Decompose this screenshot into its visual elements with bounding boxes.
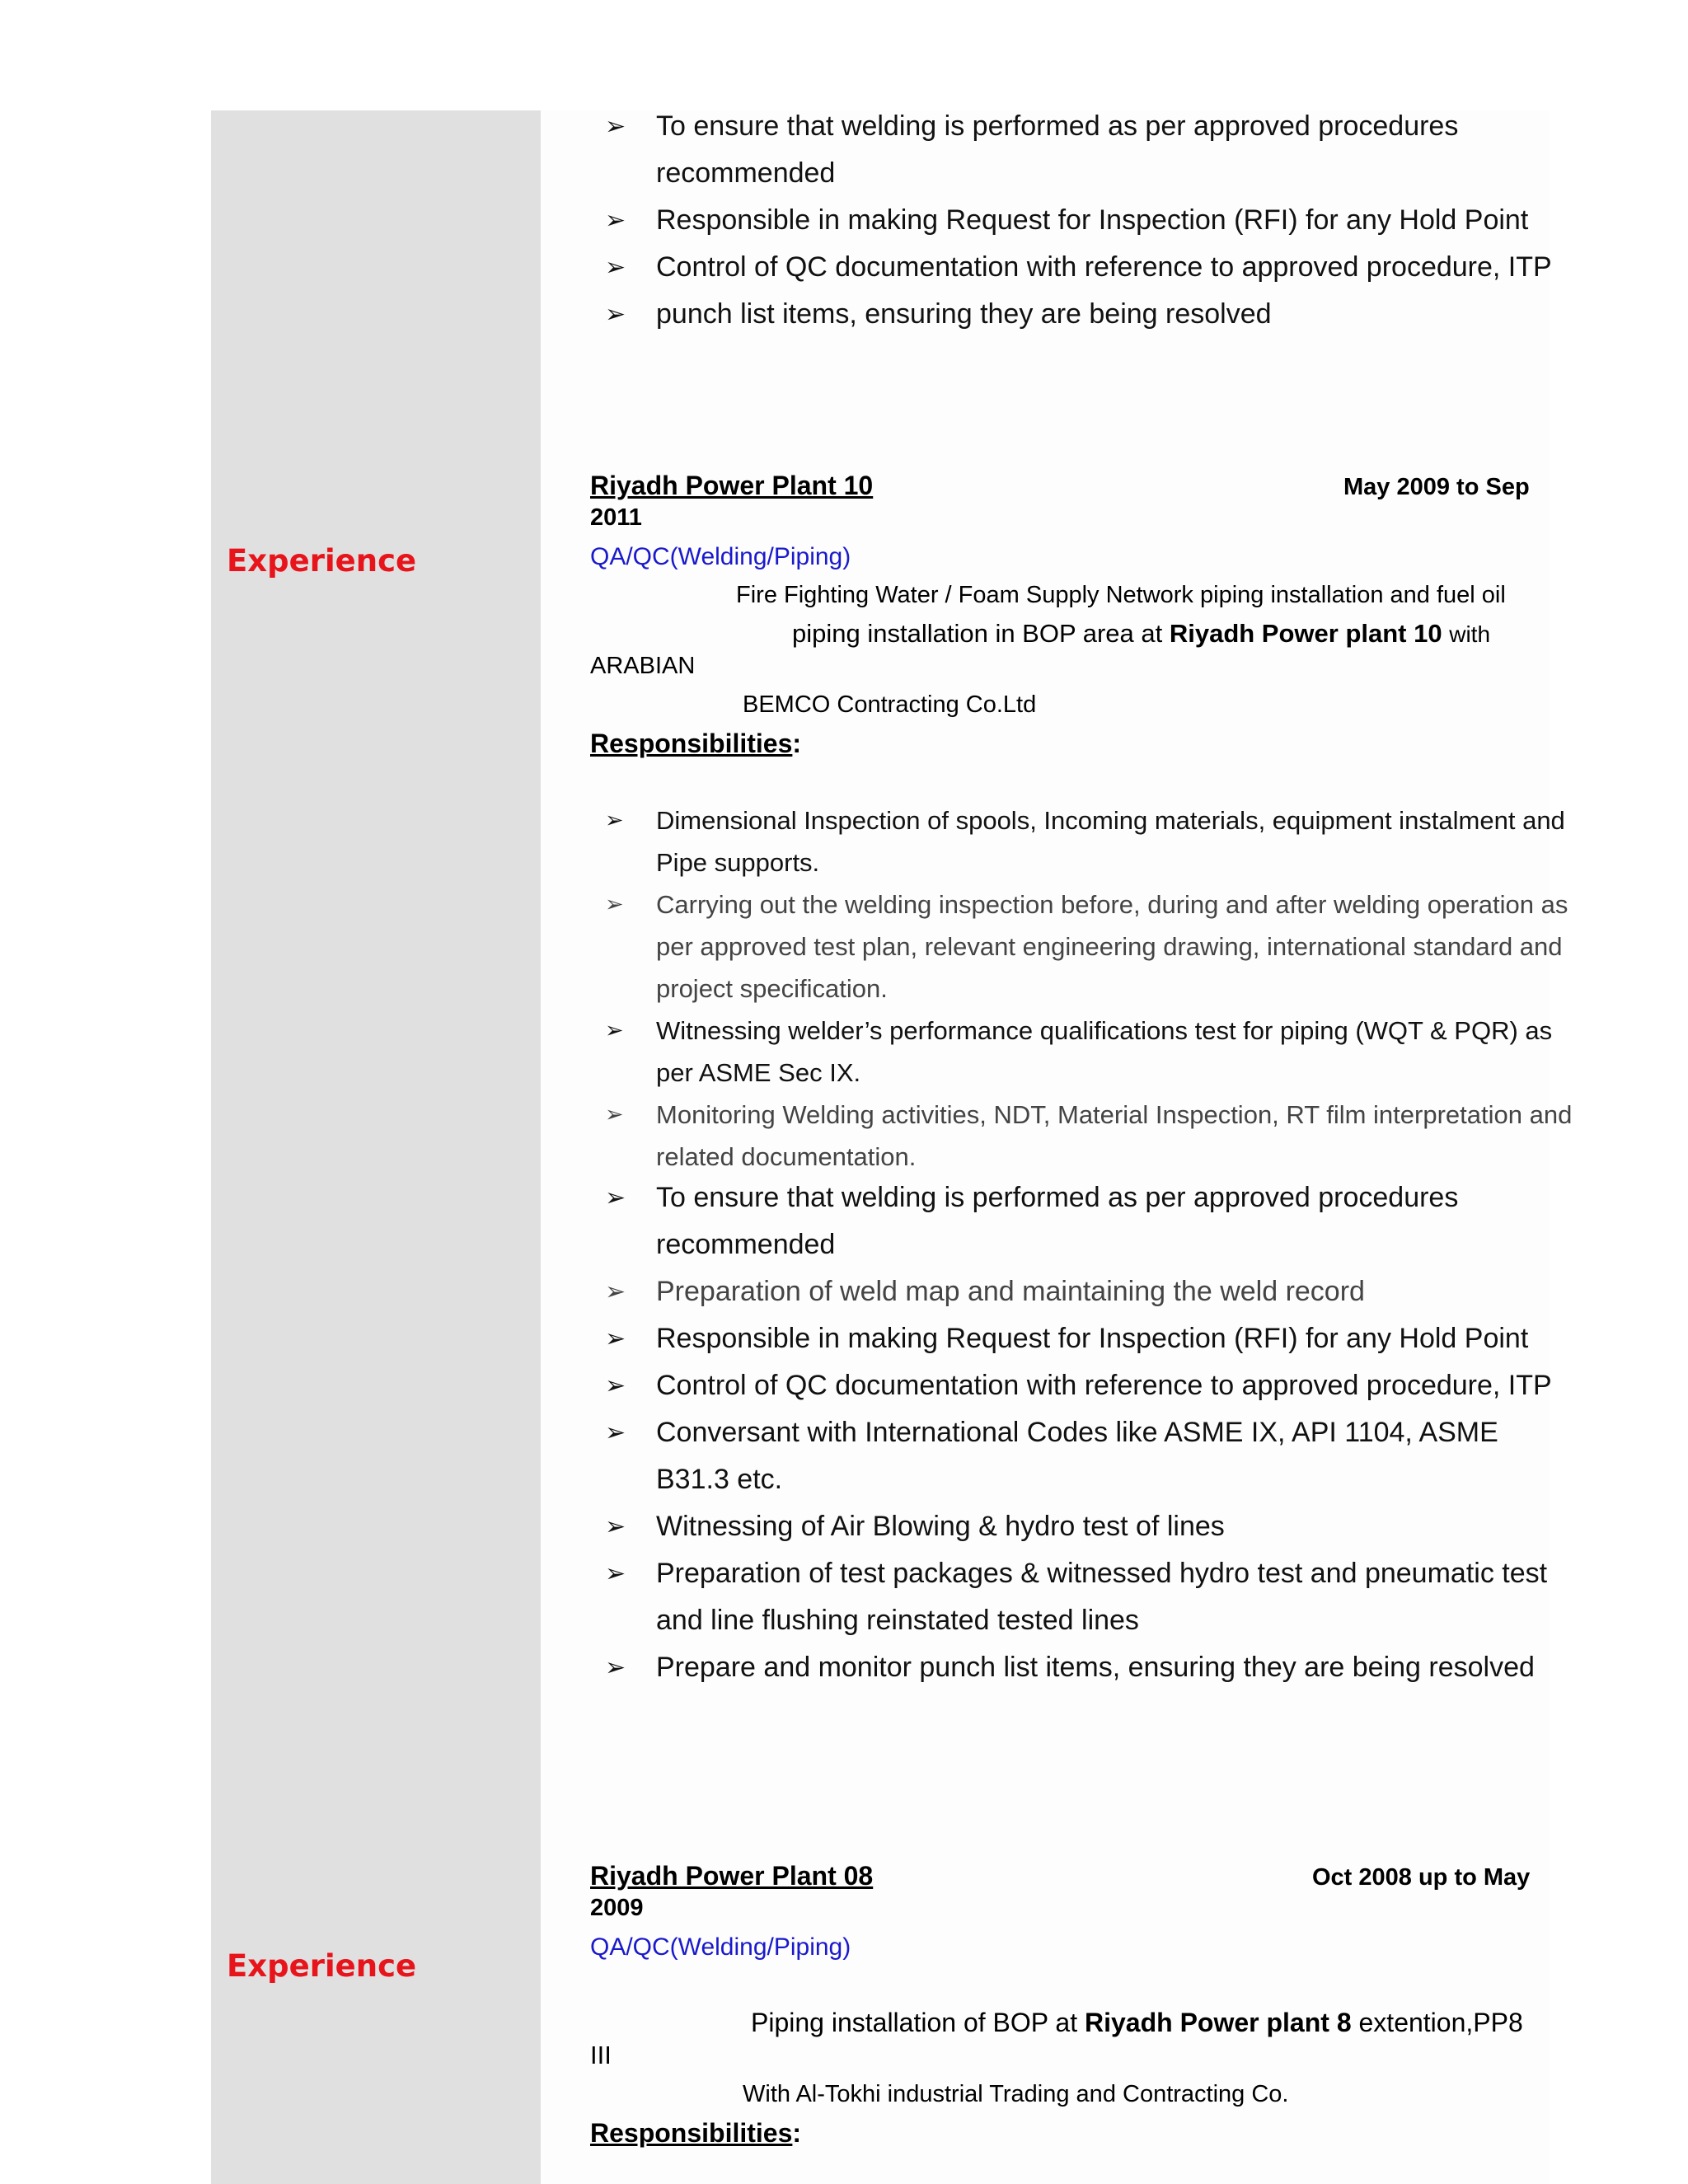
arrow-bullet-icon: ➢ bbox=[605, 112, 626, 141]
list-item: ➢ Monitoring Welding activities, NDT, Material Inspection, RT film interpretation and related documentation. bbox=[591, 1094, 1579, 1178]
arrow-bullet-icon: ➢ bbox=[605, 1512, 626, 1541]
arrow-bullet-icon: ➢ bbox=[605, 808, 624, 833]
responsibility-list-continued bbox=[591, 1174, 1579, 1691]
arrow-bullet-icon: ➢ bbox=[605, 1102, 624, 1127]
project-date-year: 2011 bbox=[590, 504, 642, 531]
responsibility-list bbox=[591, 799, 1579, 1178]
arrow-bullet-icon: ➢ bbox=[605, 1277, 626, 1306]
list-item: ➢ punch list items, ensuring they are being resolved bbox=[591, 291, 1579, 338]
list-item: ➢ Conversant with International Codes like ASME IX, API 1104, ASME B31.3 etc. bbox=[591, 1409, 1579, 1503]
project-description-line: III bbox=[590, 2041, 612, 2069]
list-item: ➢ Witnessing welder’s performance qualifications test for piping (WQT & PQR) as per ASME Sec IX. bbox=[591, 1010, 1579, 1094]
list-item: ➢ To ensure that welding is performed as per approved procedures recommended bbox=[591, 1174, 1579, 1268]
list-item: ➢ Responsible in making Request for Inspection (RFI) for any Hold Point bbox=[591, 197, 1579, 244]
list-item: ➢ Carrying out the welding inspection before, during and after welding operation as per approved test plan, relevant engineering drawing, international standard and project specification. bbox=[591, 883, 1579, 1010]
arrow-bullet-icon: ➢ bbox=[605, 1324, 626, 1353]
sidebar-heading-experience: Experience bbox=[227, 543, 417, 579]
project-description-line: ARABIAN bbox=[590, 653, 696, 679]
project-title: Riyadh Power Plant 10 bbox=[590, 471, 874, 500]
list-item: ➢ Control of QC documentation with reference to approved procedure, ITP bbox=[591, 244, 1579, 291]
list-item: ➢ Witnessing of Air Blowing & hydro test of lines bbox=[591, 1503, 1579, 1550]
arrow-bullet-icon: ➢ bbox=[605, 1559, 626, 1588]
top-bullet-list bbox=[591, 103, 1579, 338]
arrow-bullet-icon: ➢ bbox=[605, 1418, 626, 1447]
project-description-line: piping installation in BOP area at Riyadh Power plant 10 with bbox=[792, 619, 1491, 648]
list-item: ➢ Prepare and monitor punch list items, ensuring they are being resolved bbox=[591, 1644, 1579, 1691]
job-role: QA/QC(Welding/Piping) bbox=[590, 1933, 851, 1961]
arrow-bullet-icon: ➢ bbox=[605, 892, 624, 917]
list-item: ➢ Preparation of weld map and maintaining the weld record bbox=[591, 1268, 1579, 1315]
project-description-line: Piping installation of BOP at Riyadh Power plant 8 extention,PP8 bbox=[751, 2008, 1523, 2037]
project-date-year: 2009 bbox=[590, 1895, 644, 1921]
project-date: May 2009 to Sep bbox=[1343, 474, 1530, 500]
arrow-bullet-icon: ➢ bbox=[605, 206, 626, 235]
list-item: ➢ Preparation of test packages & witnessed hydro test and pneumatic test and line flushing reinstated tested lines bbox=[591, 1550, 1579, 1644]
responsibilities-heading: Responsibilities: bbox=[590, 2118, 802, 2148]
company-name: With Al-Tokhi industrial Trading and Contracting Co. bbox=[743, 2081, 1289, 2107]
arrow-bullet-icon: ➢ bbox=[605, 1018, 624, 1043]
company-name: BEMCO Contracting Co.Ltd bbox=[743, 691, 1037, 718]
sidebar-panel bbox=[211, 110, 541, 2184]
project-date: Oct 2008 up to May bbox=[1312, 1864, 1531, 1891]
list-item: ➢ Dimensional Inspection of spools, Incoming materials, equipment instalment and Pipe supports. bbox=[591, 799, 1579, 883]
list-item: ➢ Control of QC documentation with reference to approved procedure, ITP bbox=[591, 1362, 1579, 1409]
project-description-line: Fire Fighting Water / Foam Supply Network piping installation and fuel oil bbox=[736, 582, 1506, 608]
arrow-bullet-icon: ➢ bbox=[605, 253, 626, 282]
responsibilities-heading: Responsibilities: bbox=[590, 729, 802, 758]
project-title: Riyadh Power Plant 08 bbox=[590, 1861, 874, 1891]
sidebar-heading-experience: Experience bbox=[227, 1948, 417, 1984]
list-item: ➢ To ensure that welding is performed as per approved procedures recommended bbox=[591, 103, 1579, 197]
list-item: ➢ Responsible in making Request for Inspection (RFI) for any Hold Point bbox=[591, 1315, 1579, 1362]
arrow-bullet-icon: ➢ bbox=[605, 1371, 626, 1400]
arrow-bullet-icon: ➢ bbox=[605, 1183, 626, 1212]
arrow-bullet-icon: ➢ bbox=[605, 1653, 626, 1682]
arrow-bullet-icon: ➢ bbox=[605, 300, 626, 329]
job-role: QA/QC(Welding/Piping) bbox=[590, 543, 851, 570]
